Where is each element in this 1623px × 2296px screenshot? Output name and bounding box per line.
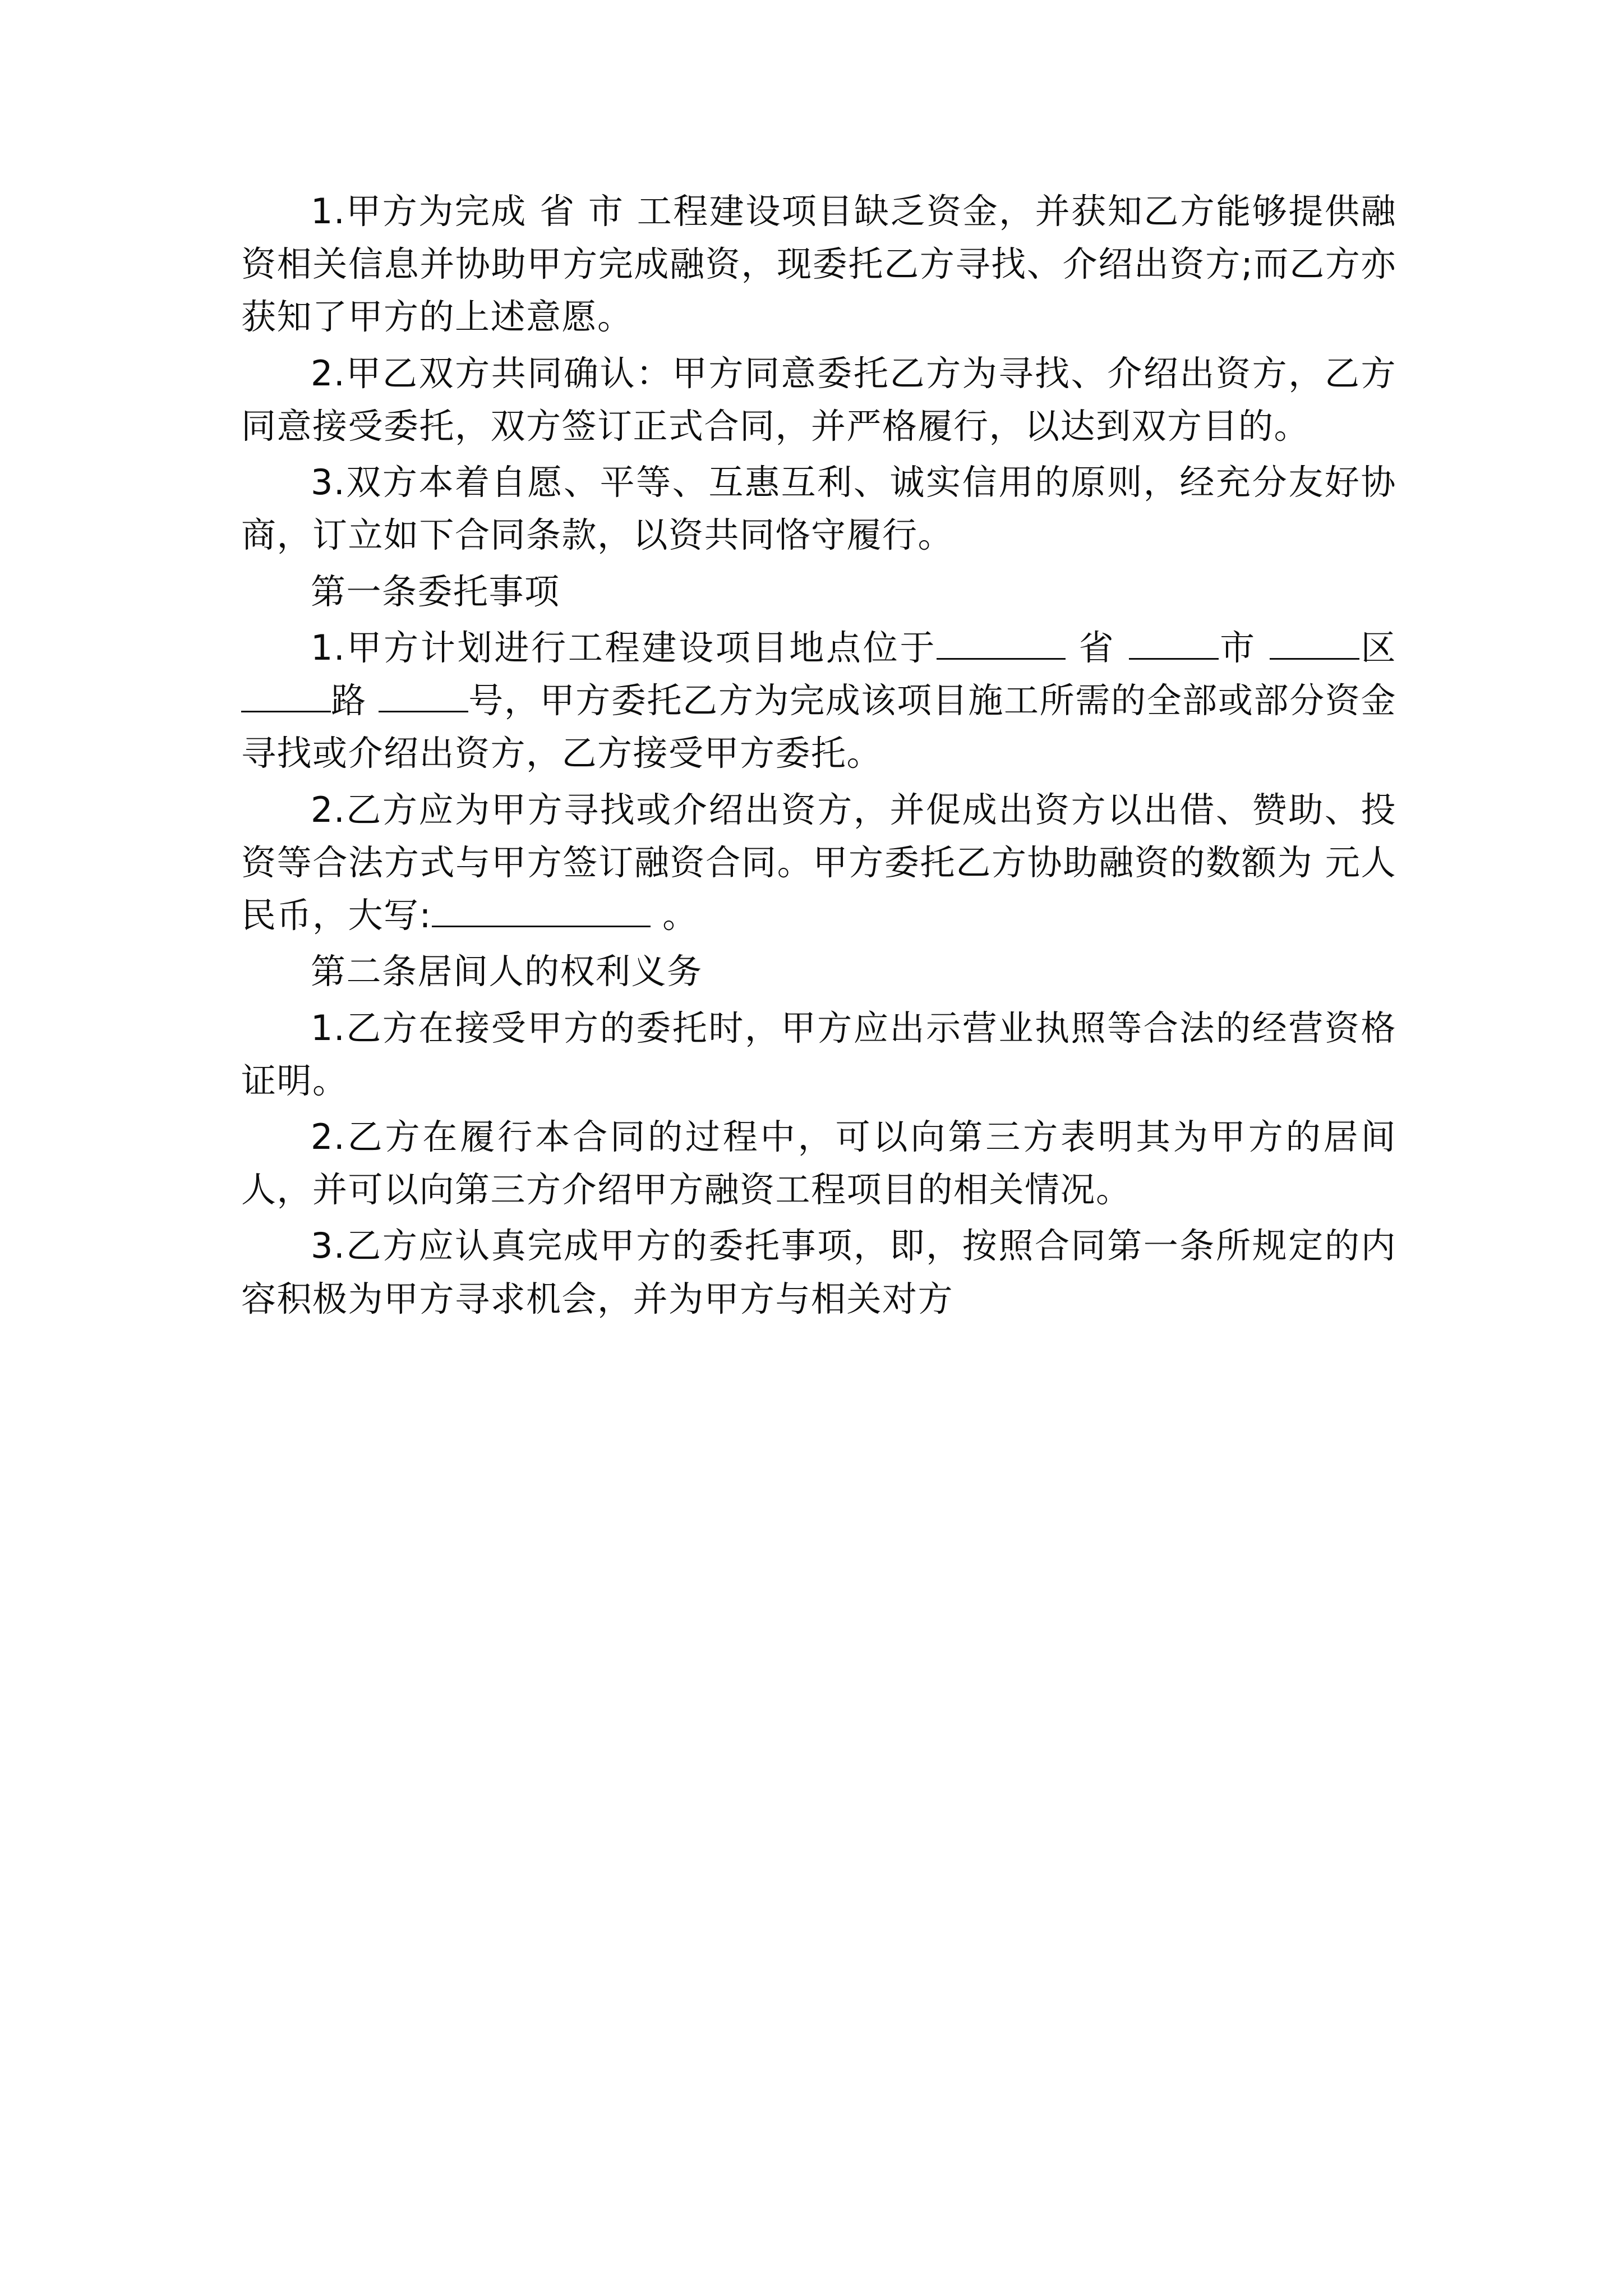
paragraph-article2-item1 — [241, 1002, 1396, 1107]
fill-in-blank[interactable] — [1270, 623, 1359, 660]
paragraph-intro-1 — [241, 185, 1396, 344]
text-run: 省 — [1066, 627, 1129, 668]
paragraph-intro-2 — [241, 347, 1396, 453]
text-run: 第一条委托事项 — [311, 570, 560, 612]
fill-in-blank[interactable] — [379, 676, 468, 712]
text-run: 1.甲方为完成 省 市 工程建设项目缺乏资金，并获知乙方能够提供融资相关信息并协助甲方完成融资，现委托乙方寻找、介绍出资方;而乙方亦获知了甲方的上述意愿。 — [241, 191, 1396, 338]
text-run: 第二条居间人的权利义务 — [311, 951, 703, 992]
text-run: 。 — [650, 895, 698, 936]
text-run: 号，甲方委托乙方为完成该项目施工所需的全部或部分资金寻找或介绍出资方，乙方接受甲方委托。 — [241, 680, 1396, 774]
fill-in-blank[interactable] — [432, 891, 651, 927]
fill-in-blank[interactable] — [241, 676, 331, 712]
text-run: 区 — [1359, 627, 1396, 668]
text-run: 1.甲方计划进行工程建设项目地点位于 — [311, 627, 937, 668]
text-run: 路 — [331, 680, 379, 721]
paragraph-article2-item3 — [241, 1220, 1396, 1325]
text-run: 2.甲乙双方共同确认：甲方同意委托乙方为寻找、介绍出资方，乙方同意接受委托，双方签订正式合同，并严格履行，以达到双方目的。 — [241, 352, 1396, 447]
paragraph-article2-item2 — [241, 1111, 1396, 1216]
paragraph-intro-3 — [241, 456, 1396, 562]
text-run: 2.乙方应为甲方寻找或介绍出资方，并促成出资方以出借、赞助、投资等合法方式与甲方签订融资合同。甲方委托乙方协助融资的数额为 元人民币，大写: — [241, 789, 1396, 936]
heading-article-1 — [241, 565, 1396, 618]
paragraph-article1-item2 — [241, 784, 1396, 942]
paragraph-article1-item1 — [241, 622, 1396, 780]
text-run: 2.乙方在履行本合同的过程中，可以向第三方表明其为甲方的居间人，并可以向第三方介绍甲方融资工程项目的相关情况。 — [241, 1116, 1396, 1211]
fill-in-blank[interactable] — [937, 623, 1066, 660]
text-run: 1.乙方在接受甲方的委托时，甲方应出示营业执照等合法的经营资格证明。 — [241, 1007, 1396, 1101]
heading-article-2 — [241, 945, 1396, 998]
text-run: 市 — [1218, 627, 1270, 668]
document-body — [241, 185, 1396, 1329]
text-run: 3.双方本着自愿、平等、互惠互利、诚实信用的原则，经充分友好协商，订立如下合同条款，以资共同恪守履行。 — [241, 462, 1396, 556]
fill-in-blank[interactable] — [1129, 623, 1219, 660]
text-run: 3.乙方应认真完成甲方的委托事项，即，按照合同第一条所规定的内容积极为甲方寻求机会，并为甲方与相关对方 — [241, 1225, 1396, 1319]
